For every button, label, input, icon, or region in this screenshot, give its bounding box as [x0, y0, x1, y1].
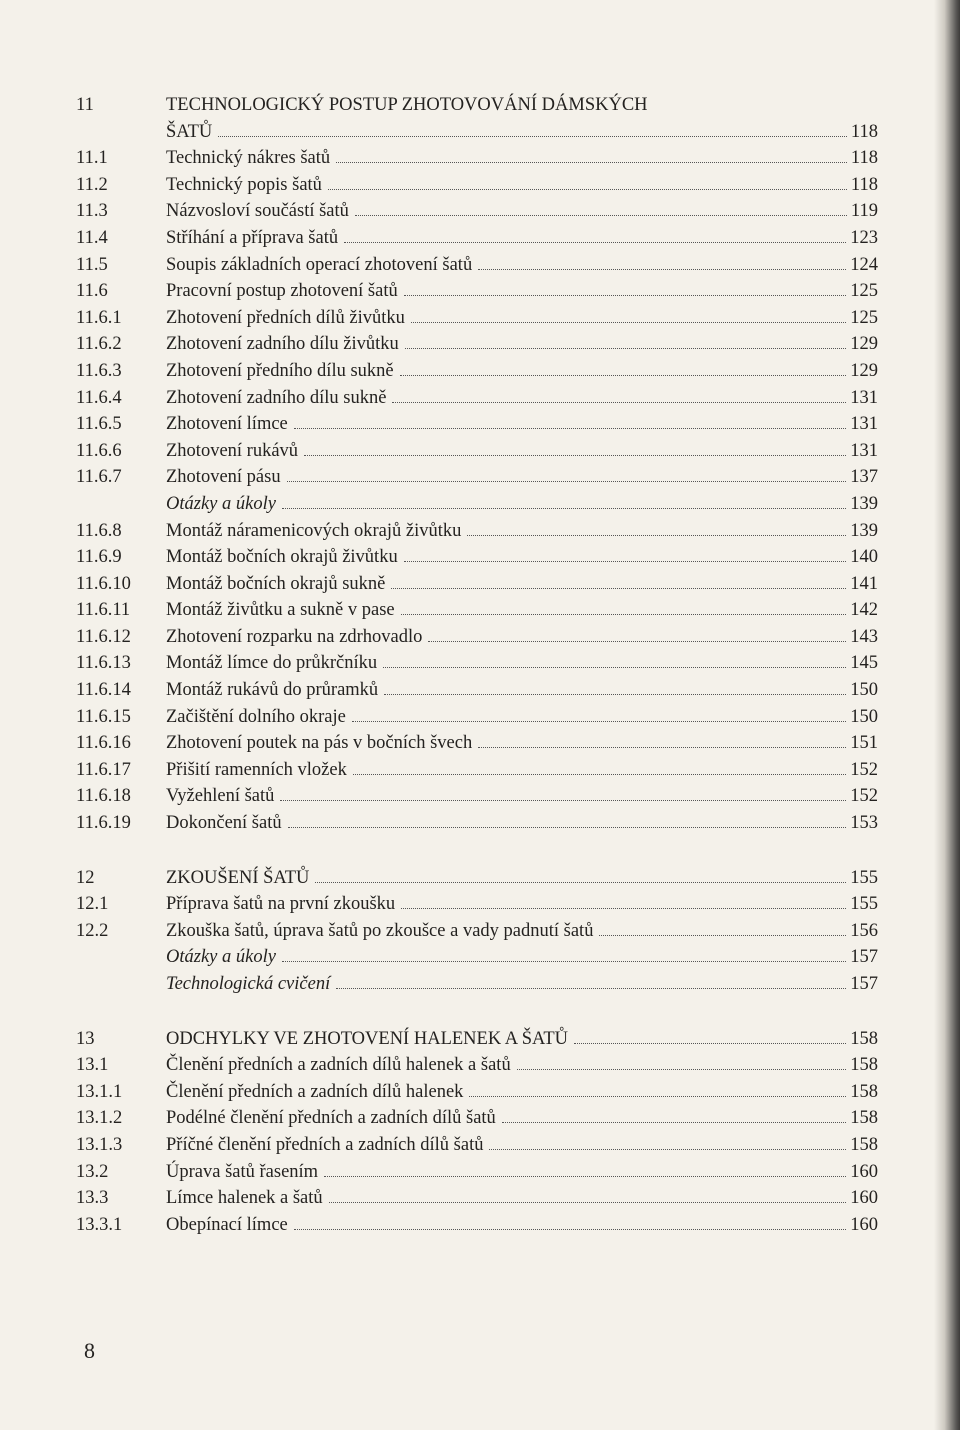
toc-entry-title: Přišití ramenních vložek [166, 759, 347, 780]
dot-leader [282, 508, 846, 509]
dot-leader [355, 215, 847, 216]
dot-leader [288, 827, 847, 828]
toc-entry [76, 650, 878, 677]
toc-entry-page: 152 [850, 786, 878, 807]
toc-entry [76, 918, 878, 945]
toc-entry-number: 13.2 [76, 1161, 109, 1182]
toc-entry-title: Pracovní postup zhotovení šatů [166, 281, 398, 302]
toc-entry-number: 11.4 [76, 227, 108, 248]
toc-entry-title: Technologická cvičení [166, 974, 331, 994]
toc-entry-page: 124 [850, 254, 878, 275]
toc-entry-page: 140 [850, 547, 878, 568]
dot-leader [467, 535, 846, 536]
dot-leader [383, 667, 846, 668]
dot-leader [294, 428, 846, 429]
dot-leader [324, 1176, 846, 1177]
dot-leader [478, 269, 846, 270]
toc-entry-title: Soupis základních operací zhotovení šatů [166, 254, 473, 275]
toc-entry [76, 1079, 878, 1106]
dot-leader [384, 694, 846, 695]
toc-entry-title: Úprava šatů řasením [166, 1161, 319, 1182]
toc-entry-number: 12 [76, 867, 95, 888]
toc-entry-title: Montáž límce do průkrčníku [166, 653, 378, 674]
toc-entry [76, 810, 878, 837]
toc-entry [76, 278, 878, 305]
toc-entry [76, 891, 878, 918]
toc-entry-number: 12.1 [76, 894, 109, 915]
dot-leader [336, 988, 846, 989]
toc-entry-title: Členění předních a zadních dílů halenek a šatů [166, 1055, 511, 1076]
toc-entry [76, 1132, 878, 1159]
toc-entry-number: 11.5 [76, 254, 108, 275]
dot-leader [282, 961, 846, 962]
toc-entry [76, 1105, 878, 1132]
toc-entry-title: Obepínací límce [166, 1214, 288, 1235]
toc-entry-page: 125 [850, 281, 878, 302]
dot-leader [599, 935, 846, 936]
toc-entry-page: 137 [850, 467, 878, 488]
toc-entry [76, 1026, 878, 1053]
toc-entry [76, 783, 878, 810]
toc-entry-title: Dokončení šatů [166, 813, 282, 834]
toc-entry-page: 157 [850, 974, 878, 994]
toc-entry [76, 704, 878, 731]
toc-entry-page: 129 [850, 334, 878, 355]
dot-leader [280, 800, 846, 801]
toc-entry-page: 131 [850, 387, 878, 408]
toc-entry-number: 13.1.2 [76, 1108, 123, 1129]
dot-leader [502, 1122, 846, 1123]
page-edge-shadow [934, 0, 960, 1430]
toc-entry-page: 123 [850, 227, 878, 248]
toc-entry-number: 11.6.5 [76, 414, 122, 435]
toc-entry-title: TECHNOLOGICKÝ POSTUP ZHOTOVOVÁNÍ DÁMSKÝCH [166, 95, 648, 115]
toc-entry [76, 944, 878, 971]
dot-leader [328, 189, 847, 190]
dot-leader [574, 1043, 846, 1044]
toc-entry-page: 158 [850, 1081, 878, 1102]
dot-leader [401, 614, 847, 615]
dot-leader [428, 641, 846, 642]
section-gap [76, 837, 878, 865]
toc-entry [76, 172, 878, 199]
toc-entry-title: Zhotovení pásu [166, 467, 281, 488]
toc-entry [76, 331, 878, 358]
dot-leader [315, 882, 846, 883]
toc-entry-number: 11 [76, 95, 94, 115]
toc-entry-title: Vyžehlení šatů [166, 786, 275, 807]
toc-entry-title: Límce halenek a šatů [166, 1188, 323, 1209]
toc-entry-title: Členění předních a zadních dílů halenek [166, 1081, 464, 1102]
dot-leader [391, 588, 846, 589]
toc-entry-title: Montáž bočních okrajů sukně [166, 573, 386, 594]
toc-entry-page: 150 [850, 680, 878, 701]
dot-leader [218, 136, 847, 137]
toc-entry-title: Zhotovení zadního dílu sukně [166, 387, 387, 408]
toc-entry [76, 411, 878, 438]
toc-entry-page: 160 [850, 1161, 878, 1182]
toc-entry-page: 151 [850, 733, 878, 754]
toc-entry [76, 730, 878, 757]
toc-entry-number: 11.6.2 [76, 334, 122, 355]
toc-entry [76, 597, 878, 624]
dot-leader [469, 1096, 846, 1097]
toc-entry-title: Otázky a úkoly [166, 947, 276, 968]
toc-entry-title: Zhotovení zadního dílu živůtku [166, 334, 399, 355]
toc-entry-title: ODCHYLKY VE ZHOTOVENÍ HALENEK A ŠATŮ [166, 1028, 569, 1049]
dot-leader [353, 774, 846, 775]
toc-entry-page: 129 [850, 360, 878, 381]
toc-entry-title: Zhotovení límce [166, 414, 288, 435]
toc-entry-page: 118 [850, 121, 878, 142]
toc-entry [76, 518, 878, 545]
toc-entry-number: 11.6.17 [76, 759, 131, 780]
toc-entry-number: 11.6.4 [76, 387, 122, 408]
toc-entry-page: 153 [850, 813, 878, 834]
toc-entry [76, 677, 878, 704]
toc-entry-page: 131 [850, 414, 878, 435]
toc-entry-number: 13.1.1 [76, 1081, 123, 1102]
toc-entry-number: 11.6 [76, 281, 108, 302]
toc-entry [76, 1212, 878, 1239]
toc-entry [76, 491, 878, 518]
toc-entry-page: 158 [850, 1028, 878, 1049]
toc-entry-title: Zhotovení předního dílu sukně [166, 360, 394, 381]
toc-entry-title: Montáž rukávů do průramků [166, 680, 379, 701]
toc-entry-number: 11.6.9 [76, 547, 122, 568]
toc-entry-number: 11.6.8 [76, 520, 122, 541]
toc-entry-number: 11.6.11 [76, 600, 131, 621]
toc-entry-number: 13.1.3 [76, 1134, 123, 1155]
toc-entry-number: 13.3.1 [76, 1214, 123, 1235]
toc-entry-title: Otázky a úkoly [166, 493, 276, 514]
toc-entry-title: Názvosloví součástí šatů [166, 201, 349, 222]
toc-entry-title: Začištění dolního okraje [166, 706, 346, 727]
toc-entry-title: Příprava šatů na první zkoušku [166, 894, 396, 915]
dot-leader [517, 1069, 847, 1070]
toc-entry-page: 143 [850, 626, 878, 647]
toc-entry-number: 11.6.19 [76, 813, 131, 834]
toc-entry-title: Zhotovení rukávů [166, 440, 299, 461]
toc-entry-title: Montáž živůtku a sukně v pase [166, 600, 395, 621]
dot-leader [400, 375, 847, 376]
toc-entry-page: 145 [850, 653, 878, 674]
toc-entry-title: Zhotovení předních dílů živůtku [166, 307, 405, 328]
dot-leader [294, 1229, 847, 1230]
toc-entry-number: 13.1 [76, 1055, 109, 1076]
toc-entry-number: 13.3 [76, 1188, 109, 1209]
section-gap [76, 998, 878, 1026]
toc-entry-number: 11.6.3 [76, 360, 122, 381]
toc-entry [76, 438, 878, 465]
toc-entry-title: Zkouška šatů, úprava šatů po zkoušce a vady padnutí šatů [166, 920, 594, 941]
page-number: 8 [84, 1338, 95, 1363]
dot-leader [344, 242, 846, 243]
toc-entry-page: 155 [850, 894, 878, 915]
dot-leader [411, 322, 846, 323]
toc-entry-title: Montáž bočních okrajů živůtku [166, 547, 398, 568]
toc-entry-page: 118 [850, 148, 878, 169]
toc-entry-number: 11.3 [76, 201, 108, 222]
toc-entry [76, 119, 878, 146]
toc-entry-page: 119 [850, 201, 878, 222]
toc-entry [76, 544, 878, 571]
table-of-contents [76, 92, 878, 1238]
toc-entry [76, 571, 878, 598]
toc-entry-title: Zhotovení rozparku na zdrhovadlo [166, 626, 423, 647]
toc-entry-number: 11.6.14 [76, 680, 131, 701]
toc-entry-page: 157 [850, 947, 878, 968]
toc-entry-page: 139 [850, 520, 878, 541]
toc-entry-title: Podélné členění předních a zadních dílů šatů [166, 1108, 496, 1129]
toc-entry-page: 158 [850, 1108, 878, 1129]
toc-entry-number: 11.6.10 [76, 573, 131, 594]
toc-entry-title: Technický popis šatů [166, 174, 322, 195]
toc-entry [76, 1159, 878, 1186]
toc-entry [76, 225, 878, 252]
toc-entry [76, 1185, 878, 1212]
toc-entry-title: ŠATŮ [166, 121, 213, 142]
toc-entry-page: 125 [850, 307, 878, 328]
toc-entry-number: 11.2 [76, 174, 108, 195]
toc-entry-title: Stříhání a příprava šatů [166, 227, 339, 248]
dot-leader [489, 1149, 846, 1150]
toc-entry-title: Příčné členění předních a zadních dílů šatů [166, 1134, 484, 1155]
toc-entry [76, 971, 878, 998]
dot-leader [404, 561, 847, 562]
toc-entry [76, 198, 878, 225]
toc-entry-number: 11.6.6 [76, 440, 122, 461]
dot-leader [336, 162, 847, 163]
toc-entry [76, 865, 878, 892]
toc-entry-number: 11.6.12 [76, 626, 131, 647]
toc-entry-number: 11.6.1 [76, 307, 122, 328]
toc-entry [76, 145, 878, 172]
dot-leader [404, 295, 847, 296]
dot-leader [352, 721, 846, 722]
toc-entry [76, 92, 878, 119]
toc-entry-page: 131 [850, 440, 878, 461]
toc-entry [76, 464, 878, 491]
toc-entry-page: 139 [850, 493, 878, 514]
dot-leader [287, 481, 847, 482]
toc-entry-number: 11.6.16 [76, 733, 131, 754]
toc-entry-number: 11.6.18 [76, 786, 131, 807]
toc-entry-page: 156 [850, 920, 878, 941]
toc-entry-page: 118 [850, 174, 878, 195]
toc-entry-page: 155 [850, 867, 878, 888]
toc-entry-page: 141 [850, 573, 878, 594]
toc-entry-title: Technický nákres šatů [166, 148, 331, 169]
toc-entry-number: 11.1 [76, 148, 108, 169]
dot-leader [401, 908, 846, 909]
toc-entry [76, 757, 878, 784]
dot-leader [392, 402, 846, 403]
toc-entry [76, 305, 878, 332]
toc-entry-title: Zhotovení poutek na pás v bočních švech [166, 733, 473, 754]
toc-entry-page: 152 [850, 759, 878, 780]
toc-entry-page: 150 [850, 706, 878, 727]
toc-entry-number: 11.6.13 [76, 653, 131, 674]
dot-leader [405, 348, 847, 349]
toc-entry-page: 158 [850, 1055, 878, 1076]
toc-entry-number: 13 [76, 1028, 95, 1049]
toc-entry [76, 252, 878, 279]
toc-entry-page: 160 [850, 1188, 878, 1209]
toc-entry-number: 11.6.7 [76, 467, 122, 488]
toc-entry-title: Montáž náramenicových okrajů živůtku [166, 520, 462, 541]
dot-leader [329, 1202, 847, 1203]
toc-entry-title: ZKOUŠENÍ ŠATŮ [166, 867, 310, 888]
toc-entry-page: 158 [850, 1134, 878, 1155]
toc-entry-page: 160 [850, 1214, 878, 1235]
dot-leader [478, 747, 846, 748]
toc-entry [76, 624, 878, 651]
toc-entry-number: 11.6.15 [76, 706, 131, 727]
toc-entry-number: 12.2 [76, 920, 109, 941]
toc-entry [76, 1052, 878, 1079]
toc-entry [76, 358, 878, 385]
toc-entry [76, 385, 878, 412]
toc-entry-page: 142 [850, 600, 878, 621]
dot-leader [304, 455, 846, 456]
